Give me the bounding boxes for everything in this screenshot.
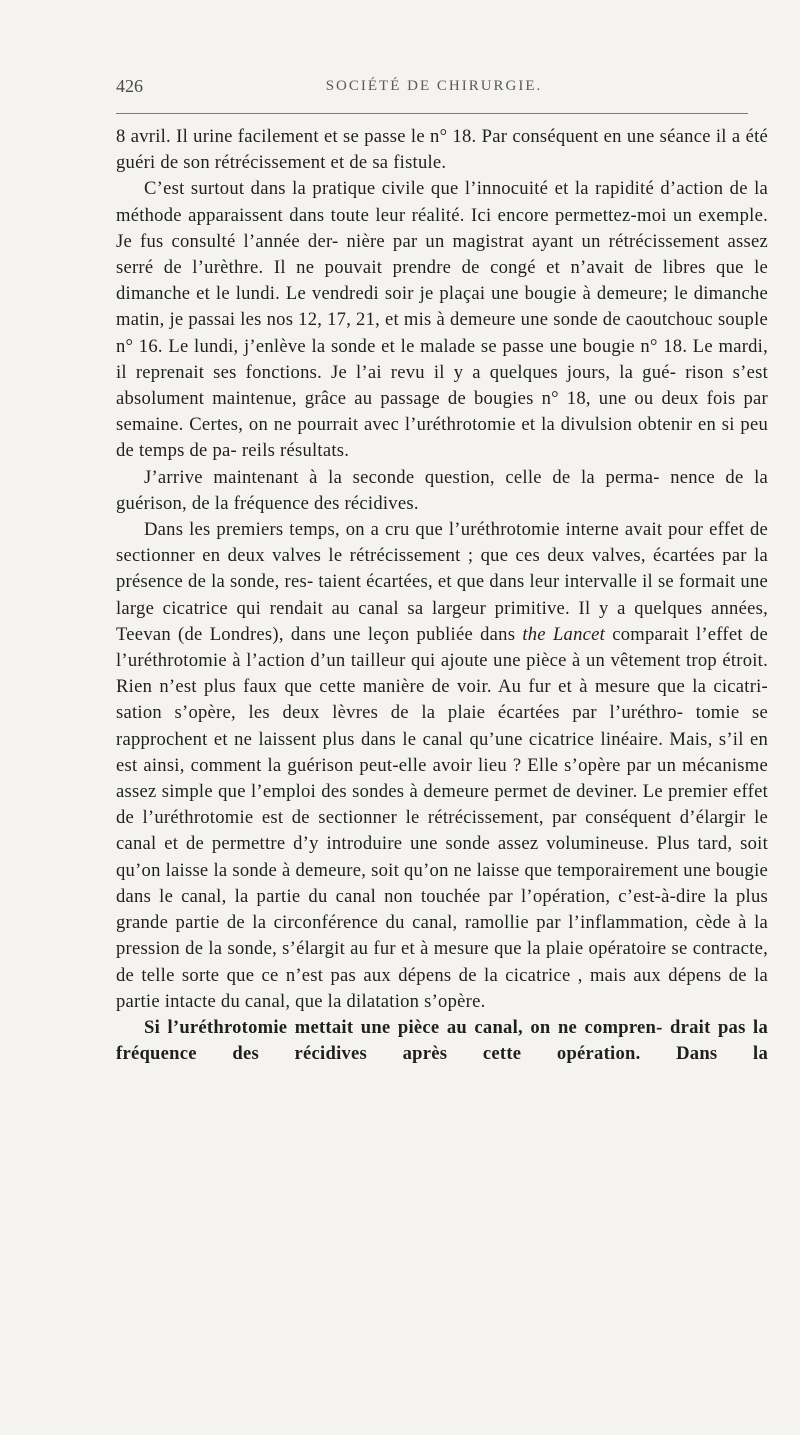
paragraph-5: Si l’uréthrotomie mettait une pièce au canal, on ne compren- drait pas la fréquence des récidives après cette opération. Dans la (116, 1016, 768, 1065)
running-title: SOCIÉTÉ DE CHIRURGIE. (325, 78, 543, 94)
paragraph-4 (116, 517, 768, 1015)
header-rule (116, 113, 748, 114)
paragraph-4-part-1: Dans les premiers temps, on a cru que l’uréthrotomie interne avait pour effet de sectionner en deux valves le rétrécissement ; que ces deux valves, écartées par la présence de la sonde, res- taient écartées, et que dans leur intervalle il se formait une large cicatrice qui rendait au canal sa largeur primitive. Il y a quelques années, Teevan (de Londres), dans une leçon publiée dans (116, 519, 768, 645)
paragraph-2: C’est surtout dans la pratique civile que l’innocuité et la rapidité d’action de la méthode apparaissent dans toute leur réalité. Ici encore permettez-moi un exemple. Je fus consulté l’année der- nière par un magistrat ayant un rétrécissement assez serré de l’urèthre. Il ne pouvait prendre de congé et n’avait de libres que le dimanche et le lundi. Le vendredi soir je plaçai une bougie à demeure; le dimanche matin, je passai les nos 12, 17, 21, et mis à demeure une sonde de caoutchouc souple n° 16. Le lundi, j’enlève la sonde et le malade se passe une bougie n° 18. Le mardi, il reprenait ses fonctions. Je l’ai revu il y a quelques jours, la gué- rison s’est absolument maintenue, grâce au passage de bougies n° 18, une ou deux fois par semaine. Certes, on ne pourrait avec l’uréthrotomie et la divulsion obtenir en si peu de temps de pa- reils résultats. (116, 178, 768, 462)
page-header (116, 76, 752, 104)
paragraph-1: 8 avril. Il urine facilement et se passe le n° 18. Par conséquent en une séance il a été guéri de son rétrécissement et de sa fistule. (116, 126, 768, 174)
journal-title: the Lancet (522, 623, 606, 645)
page-number: 426 (116, 76, 143, 96)
body-text (116, 124, 768, 1067)
paragraph-3: J’arrive maintenant à la seconde question, celle de la perma- nence de la guérison, de la fréquence des récidives. (116, 466, 768, 514)
paragraph-4-part-2: comparait l’effet de l’uréthrotomie à l’action d’un tailleur qui ajoute une pièce à un vêtement trop étroit. Rien n’est plus faux que cette manière de voir. Au fur et à mesure que la cicatri- sation s’opère, les deux lèvres de la plaie écartées par l’uréthro- tomie se rapprochent et ne laissent plus dans le canal qu’une cicatrice linéaire. Mais, s’il en est ainsi, comment la guérison peut-elle avoir lieu ? Elle s’opère par un mécanisme assez simple que l’emploi des sondes à demeure permet de deviner. Le premier effet de l’uréthrotomie est de sectionner le rétrécissement, par conséquent d’élargir le canal et de permettre d’y introduire une sonde assez volumineuse. Plus tard, soit qu’on laisse la sonde à demeure, soit qu’on ne laisse que temporairement une bougie dans le canal, la partie du canal non touchée par l’opération, c’est-à-dire la plus grande partie de la circonférence du canal, ramollie par l’inflammation, cède à la pression de la sonde, s’élargit au fur et à mesure que la plaie opératoire se contracte, de telle sorte que ce n’est pas aux dépens de la cicatrice , mais aux dépens de la partie intacte du canal, que la dilatation s’opère. (116, 623, 768, 1012)
